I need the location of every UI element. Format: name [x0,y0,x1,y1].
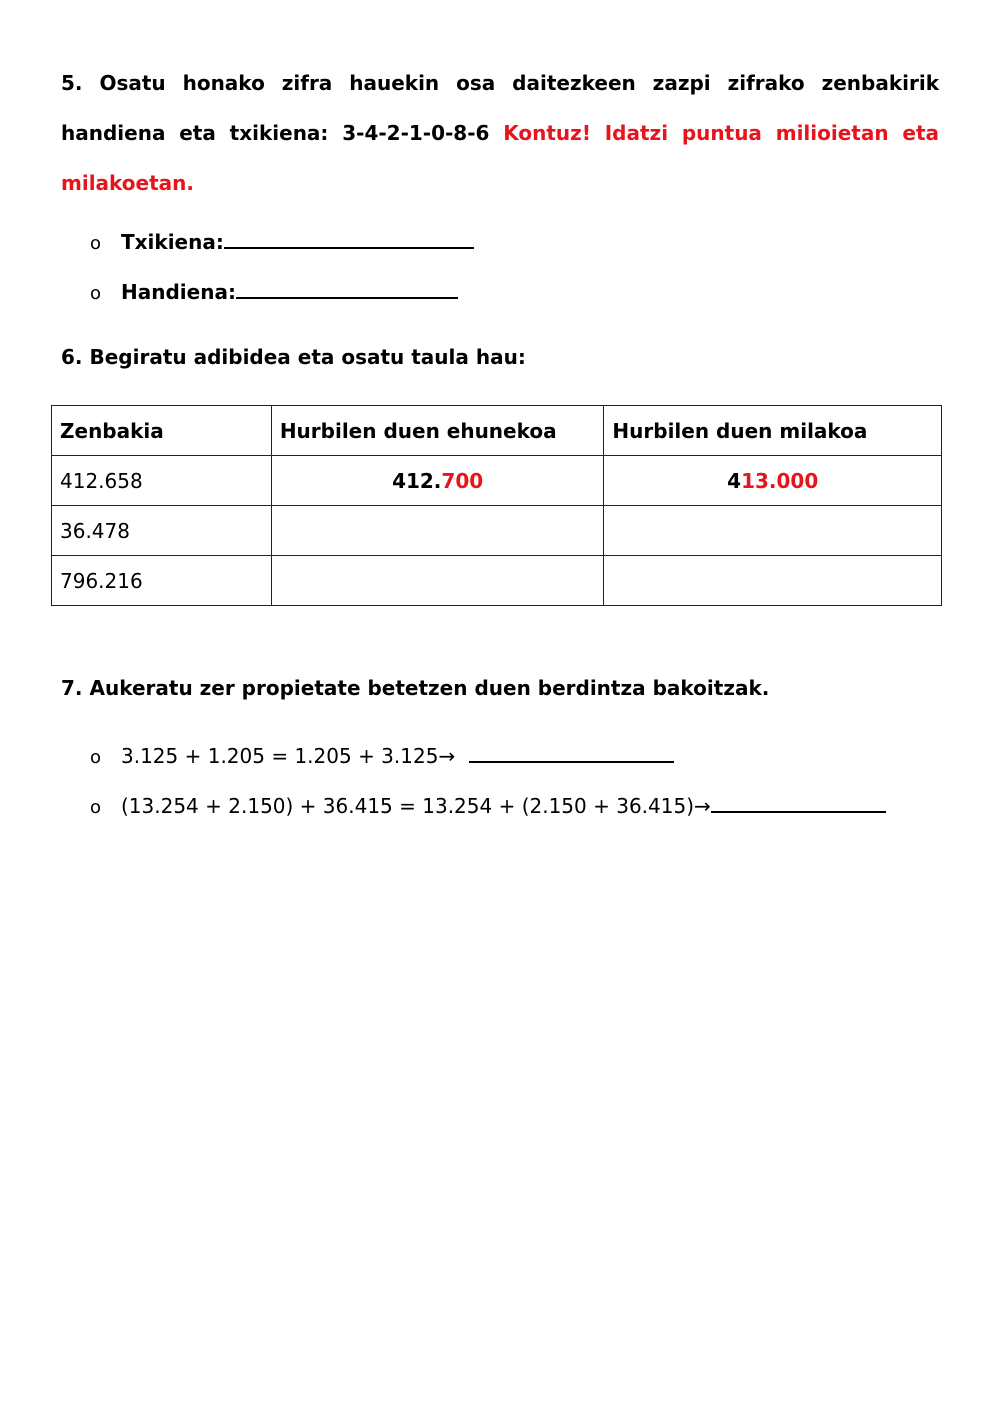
number-cell: 796.216 [52,556,272,606]
hundreds-black-part: 412. [392,468,442,493]
table-header-row [52,406,942,456]
table-row [52,556,942,606]
thousands-answer-cell[interactable] [604,506,942,556]
question-6-title: 6. Begiratu adibidea eta osatu taula hau: [61,345,526,369]
txikiena-answer-blank[interactable] [224,229,474,249]
hundreds-red-part: 700 [441,468,484,493]
equation-2-answer-blank[interactable] [711,793,886,813]
rounding-table [51,405,942,606]
question-5-warning: Kontuz! Idatzi puntua milioietan eta milakoetan. [61,121,940,195]
question-5-prompt [61,58,939,208]
txikiena-label: Txikiena: [121,230,224,254]
table-row [52,456,942,506]
equation-1-answer-blank[interactable] [469,743,674,763]
number-cell: 412.658 [52,456,272,506]
header-zenbakia: Zenbakia [52,406,272,456]
list-item-handiena [90,279,458,304]
table-row [52,506,942,556]
handiena-answer-blank[interactable] [236,279,458,299]
header-milakoa: Hurbilen duen milakoa [604,406,942,456]
thousands-answer-cell[interactable] [604,556,942,606]
equation-1-text: 3.125 + 1.205 = 1.205 + 3.125 [121,744,439,768]
thousands-red-part: 13.000 [741,468,819,493]
bullet-marker: o [90,283,102,304]
question-7-title: 7. Aukeratu zer propietate betetzen duen berdintza bakoitzak. [61,676,770,700]
hundreds-answer-cell[interactable] [271,506,604,556]
hundreds-answer-cell[interactable] [271,556,604,606]
list-item-equation-2 [90,793,886,818]
header-ehunekoa: Hurbilen duen ehunekoa [271,406,604,456]
equation-2-text: (13.254 + 2.150) + 36.415 = 13.254 + (2.150 + 36.415) [121,794,695,818]
question-5-text: 5. Osatu honako zifra hauekin osa daitezkeen zazpi zifrako zenbakirik handiena eta txikiena: 3-4-2-1-0-8-6 [61,71,939,145]
list-item-txikiena [90,229,474,254]
bullet-marker: o [90,233,102,254]
bullet-marker: o [90,797,102,818]
arrow-right-icon: → [694,794,711,818]
number-cell: 36.478 [52,506,272,556]
thousands-example-cell [604,456,942,506]
arrow-right-icon: → [438,744,456,768]
handiena-label: Handiena: [121,280,236,304]
thousands-black-part: 4 [727,468,742,493]
list-item-equation-1 [90,743,674,768]
bullet-marker: o [90,747,102,768]
hundreds-example-cell [271,456,604,506]
